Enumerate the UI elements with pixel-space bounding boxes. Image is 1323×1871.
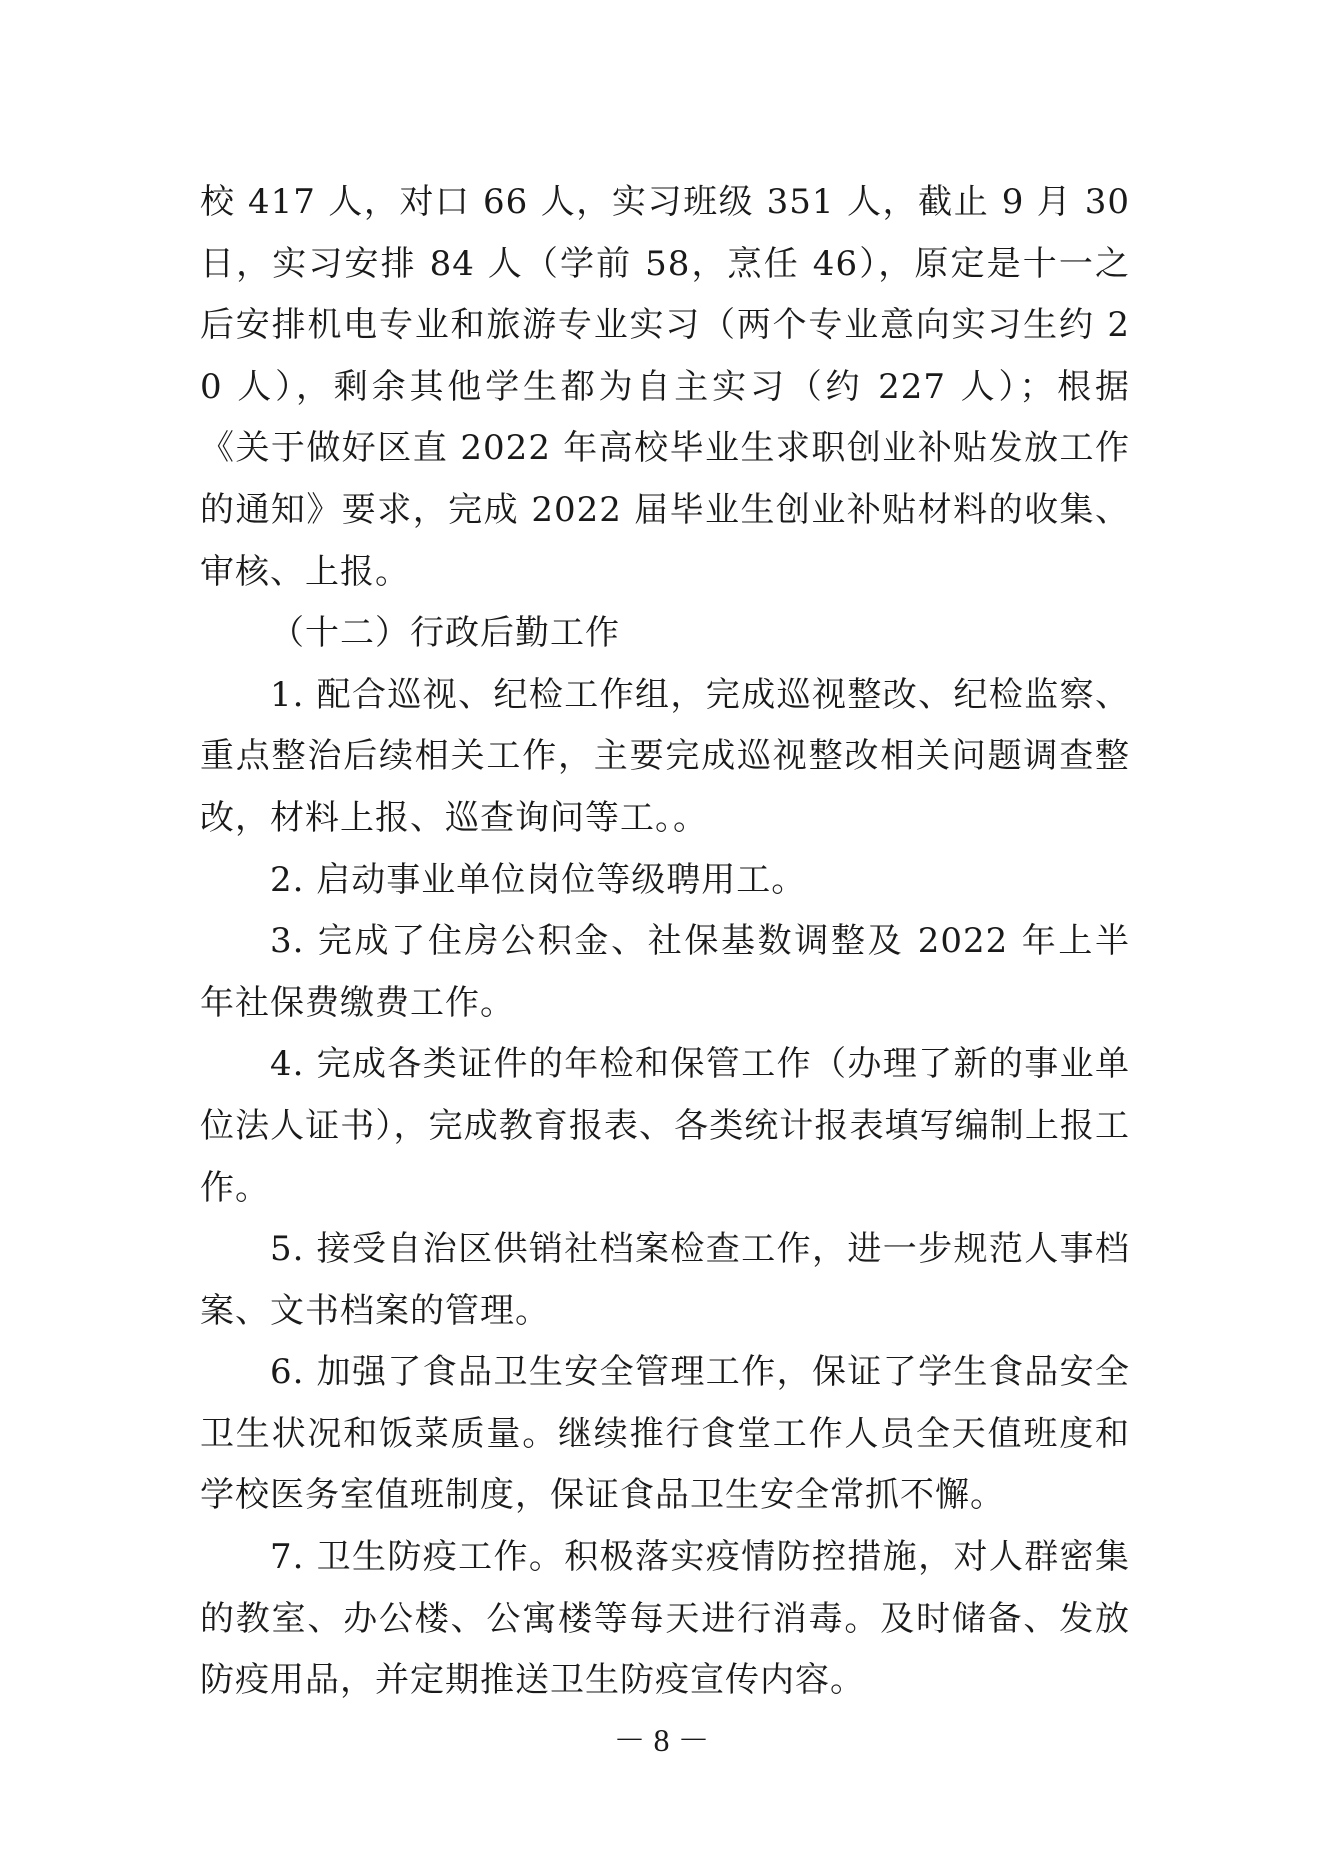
list-item-7: 7. 卫生防疫工作。积极落实疫情防控措施，对人群密集的教室、办公楼、公寓楼等每天进行消毒。及时储备、发放防疫用品，并定期推送卫生防疫宣传内容。 — [200, 1537, 1130, 1701]
list-item-2: 2. 启动事业单位岗位等级聘用工。 — [270, 859, 807, 900]
list-item-6: 6. 加强了食品卫生安全管理工作，保证了学生食品安全卫生状况和饭菜质量。继续推行食堂工作人员全天值班度和学校医务室值班制度，保证食品卫生安全常抓不懈。 — [200, 1352, 1130, 1516]
paragraph-continuation: 校 417 人，对口 66 人，实习班级 351 人，截止 9 月 30 日，实习安排 84 人（学前 58，烹任 46），原定是十一之后安排机电专业和旅游专业实习（两个专业意向实习生约 20 人），剩余其他学生都为自主实习（约 227 人）；根据《关于做好区直 2022 年高校毕业生求职创业补贴发放工作的通知》要求，完成 2022 届毕业生创业补贴材料的收集、审核、上报。 — [200, 182, 1130, 592]
list-item-5: 5. 接受自治区供销社档案检查工作，进一步规范人事档案、文书档案的管理。 — [200, 1229, 1130, 1331]
list-item-1: 1. 配合巡视、纪检工作组，完成巡视整改、纪检监察、重点整治后续相关工作，主要完成巡视整改相关问题调查整改，材料上报、巡查询问等工。。 — [200, 674, 1130, 838]
page-number: － 8 － — [613, 1722, 710, 1758]
section-heading-administration: （十二）行政后勤工作 — [270, 613, 620, 654]
document-body — [200, 172, 1130, 1712]
list-item-3: 3. 完成了住房公积金、社保基数调整及 2022 年上半年社保费缴费工作。 — [200, 921, 1130, 1023]
list-item-4: 4. 完成各类证件的年检和保管工作（办理了新的事业单位法人证书），完成教育报表、各类统计报表填写编制上报工作。 — [200, 1044, 1130, 1208]
